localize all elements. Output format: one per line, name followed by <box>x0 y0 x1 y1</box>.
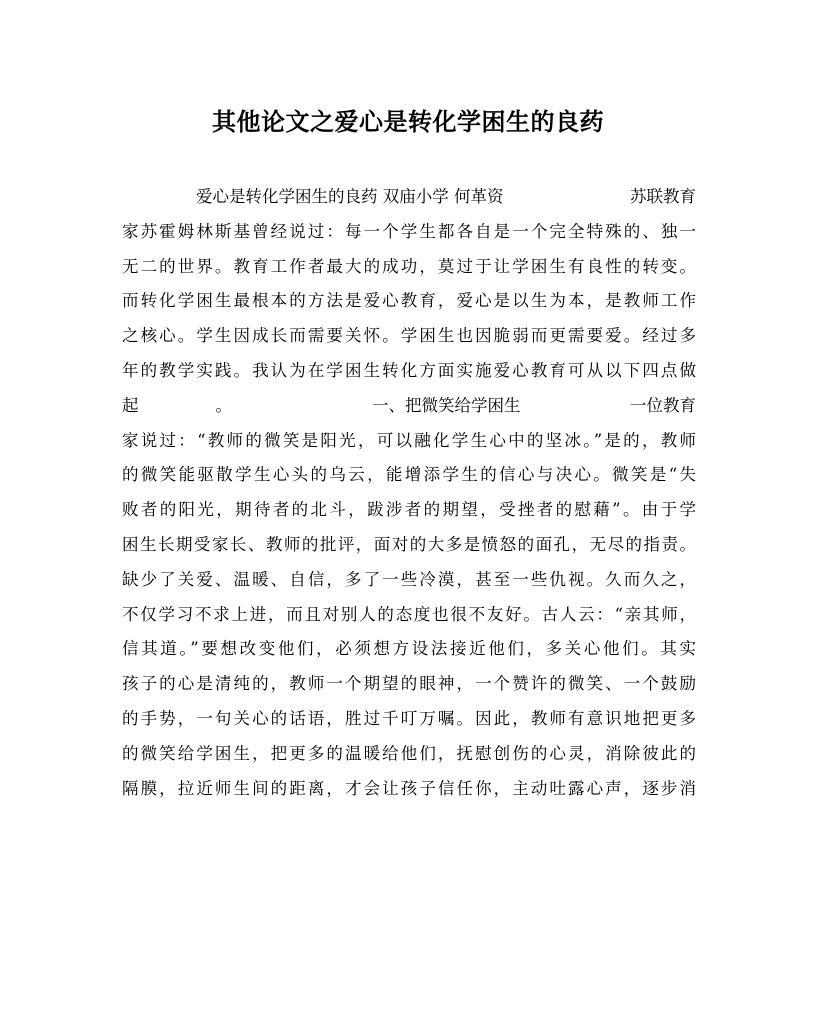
text-line: 缺少了关爱、温暖、自信，多了一些冷漠，甚至一些仇视。久而久之， <box>122 569 696 589</box>
text-line: 之核心。学生因成长而需要关怀。学困生也因脆弱而更需要爱。经过多 <box>122 326 696 346</box>
text-line: 无二的世界。教育工作者最大的成功，莫过于让学困生有良性的转变。 <box>122 256 696 276</box>
text-segment: 一、把微笑给学困生 <box>372 395 521 415</box>
text-line: 的手势，一句关心的话语，胜过千叮万嘱。因此，教师有意识地把更多 <box>122 708 696 728</box>
text-segment: 爱心是转化学困生的良药 双庙小学 何革资 <box>196 187 504 206</box>
text-segment: 一位教育 <box>630 395 696 415</box>
text-line: 的微笑给学困生，把更多的温暖给他们，抚慰创伤的心灵，消除彼此的 <box>122 743 696 763</box>
text-segment: 苏联教育 <box>630 187 696 206</box>
text-line: 而转化学困生最根本的方法是爱心教育，爱心是以生为本，是教师工作 <box>122 291 696 311</box>
text-line: 不仅学习不求上进，而且对别人的态度也很不友好。古人云：“亲其师， <box>122 604 696 624</box>
text-line: 的微笑能驱散学生心头的乌云，能增添学生的信心与决心。微笑是“失 <box>122 465 696 485</box>
text-segment: 起 <box>122 395 139 415</box>
document-body <box>122 180 696 806</box>
text-line: 家说过：“教师的微笑是阳光，可以融化学生心中的坚冰。”是的，教师 <box>122 430 696 450</box>
text-line: 年的教学实践。我认为在学困生转化方面实施爱心教育可从以下四点做 <box>122 360 696 380</box>
text-line: 信其道。”要想改变他们，必须想方设法接近他们，多关心他们。其实 <box>122 639 696 659</box>
document-title: 其他论文之爱心是转化学困生的良药 <box>212 107 604 136</box>
text-line <box>122 180 696 215</box>
text-line: 家苏霍姆林斯基曾经说过：每一个学生都各自是一个完全特殊的、独一 <box>122 221 696 241</box>
text-line: 孩子的心是清纯的，教师一个期望的眼神，一个赞许的微笑、一个鼓励 <box>122 674 696 694</box>
text-line: 败者的阳光，期待者的北斗，跋涉者的期望，受挫者的慰藉”。由于学 <box>122 500 696 520</box>
text-segment: 。 <box>215 395 232 415</box>
text-line: 困生长期受家长、教师的批评，面对的大多是愤怒的面孔，无尽的指责。 <box>122 534 696 554</box>
text-line <box>122 389 696 424</box>
text-segment <box>122 180 196 215</box>
text-line: 隔膜，拉近师生间的距离，才会让孩子信任你，主动吐露心声，逐步消 <box>122 778 696 798</box>
